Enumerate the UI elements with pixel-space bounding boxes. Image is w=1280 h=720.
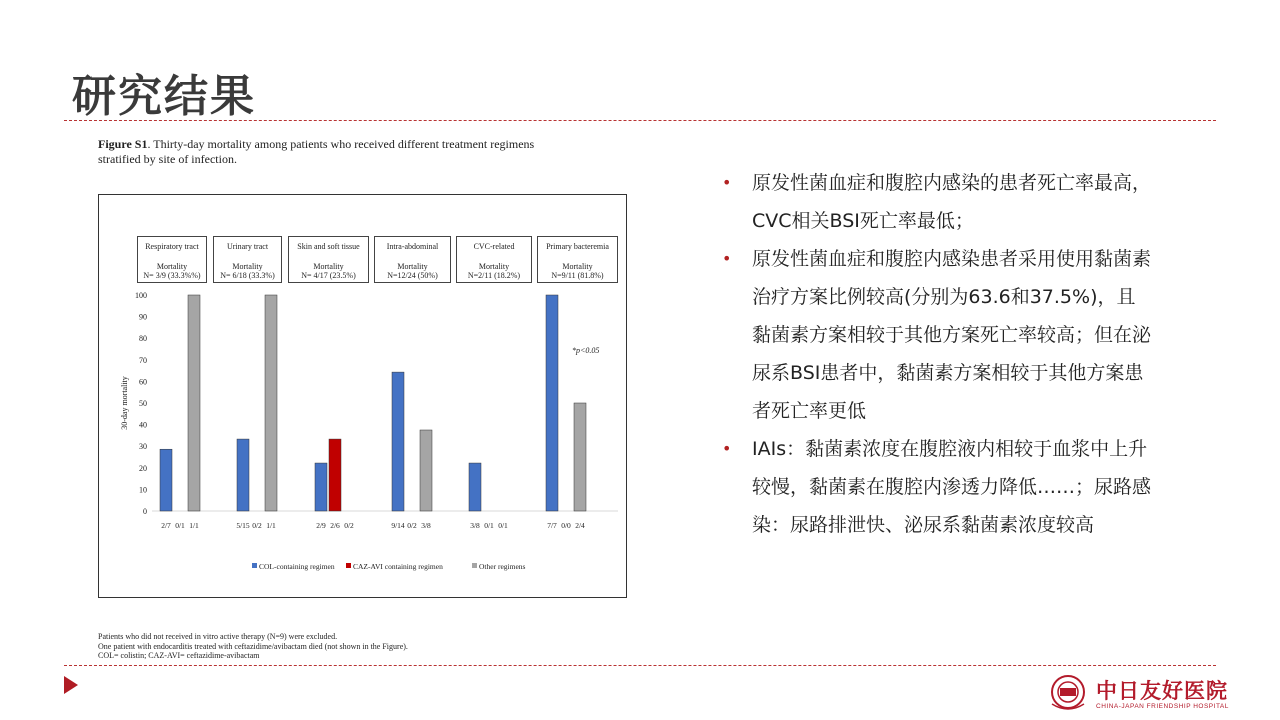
- y-tick-label: 30: [139, 442, 147, 452]
- finding-item: [722, 240, 1152, 430]
- y-tick-label: 40: [139, 420, 147, 430]
- bar-5-2: [574, 403, 586, 511]
- bar-count-label: 0/1: [484, 521, 494, 530]
- bar-count-label: 1/1: [189, 521, 199, 530]
- bar-count-label: 0/1: [175, 521, 185, 530]
- bullet-dot-icon: •: [722, 249, 732, 268]
- legend-label-1: CAZ-AVI containing regimen: [353, 562, 443, 571]
- site-name: CVC-related: [473, 242, 515, 251]
- legend-swatch-2: [472, 563, 477, 568]
- figure-caption-line2: stratified by site of infection.: [98, 152, 237, 166]
- site-name: Respiratory tract: [145, 242, 199, 251]
- finding-text: 原发性菌血症和腹腔内感染的患者死亡率最高，CVC相关BSI死亡率最低；: [752, 172, 1152, 232]
- site-mortality-label: Mortality: [156, 262, 188, 271]
- bar-3-0: [392, 372, 404, 511]
- bar-count-label: 2/9: [316, 521, 326, 530]
- finding-text: 原发性菌血症和腹腔内感染患者采用使用黏菌素治疗方案比例较高(分别为63.6和37.5%)，且黏菌素方案相较于其他方案死亡率较高；但在泌尿系BSI患者中，黏菌素方案相较于其他方案患者死亡率更低: [752, 248, 1152, 422]
- bar-5-0: [546, 295, 558, 511]
- bullet-dot-icon: •: [722, 439, 732, 458]
- bar-count-label: 2/6: [330, 521, 340, 530]
- footnote-line: One patient with endocarditis treated with ceftazidime/avibactam died (not shown in the Figure).: [98, 641, 408, 651]
- slide-marker-arrow-icon: [64, 676, 78, 694]
- bottom-divider: [64, 665, 1216, 666]
- site-n-label: N= 4/17 (23.5%): [301, 271, 356, 280]
- bullet-dot-icon: •: [722, 173, 732, 192]
- figure-caption-rest: . Thirty-day mortality among patients who received different treatment regimens: [147, 137, 535, 151]
- legend-label-0: COL-containing regimen: [259, 562, 335, 571]
- legend-swatch-0: [252, 563, 257, 568]
- bar-3-2: [420, 430, 432, 511]
- y-tick-label: 0: [143, 507, 147, 516]
- site-mortality-label: Mortality: [313, 262, 344, 271]
- bar-count-label: 0/2: [407, 521, 417, 530]
- bar-count-label: 3/8: [470, 521, 480, 530]
- site-name: Intra-abdominal: [386, 242, 439, 251]
- site-n-label: N= 3/9 (33.3%%): [143, 271, 201, 280]
- findings-list: [722, 164, 1152, 544]
- site-mortality-label: Mortality: [562, 262, 593, 271]
- site-name: Urinary tract: [226, 242, 269, 251]
- hospital-logo-text: 中日友好医院: [1096, 679, 1228, 703]
- bar-count-label: 3/8: [421, 521, 431, 530]
- site-n-label: N=9/11 (81.8%): [551, 271, 604, 280]
- finding-item: [722, 430, 1152, 544]
- bar-count-label: 7/7: [547, 521, 557, 530]
- y-axis-label: 30-day mortality: [120, 376, 129, 430]
- y-tick-label: 10: [139, 485, 147, 495]
- site-n-label: N=12/24 (50%): [387, 271, 438, 280]
- site-mortality-label: Mortality: [397, 262, 428, 271]
- site-name: Skin and soft tissue: [297, 242, 360, 251]
- bar-count-label: 5/15: [236, 521, 250, 530]
- site-name: Primary bacteremia: [546, 242, 609, 251]
- bar-2-0: [315, 463, 327, 511]
- bar-count-label: 2/4: [575, 521, 585, 530]
- bar-count-label: 0/0: [561, 521, 571, 530]
- y-tick-label: 100: [135, 291, 147, 300]
- slide-title: 研究结果: [72, 71, 256, 122]
- finding-text: IAIs：黏菌素浓度在腹腔液内相较于血浆中上升较慢，黏菌素在腹腔内渗透力降低……；尿路感染：尿路排泄快、泌尿系黏菌素浓度较高: [752, 438, 1152, 536]
- bar-0-0: [160, 449, 172, 511]
- bar-count-label: 0/2: [344, 521, 354, 530]
- y-tick-label: 20: [139, 463, 147, 473]
- bar-count-label: 0/1: [498, 521, 508, 530]
- finding-item: [722, 164, 1152, 240]
- site-n-label: N= 6/18 (33.3%): [220, 271, 275, 280]
- bar-count-label: 1/1: [266, 521, 276, 530]
- bar-1-0: [237, 439, 249, 511]
- bar-1-2: [265, 295, 277, 511]
- footnote-line: Patients who did not received in vitro active therapy (N=9) were excluded.: [98, 632, 338, 641]
- figure-footnotes: [98, 632, 408, 661]
- y-tick-label: 90: [139, 312, 147, 322]
- y-tick-label: 80: [139, 334, 147, 344]
- legend-label-2: Other regimens: [479, 562, 526, 571]
- bar-count-label: 2/7: [161, 521, 171, 530]
- y-tick-label: 70: [139, 355, 147, 365]
- site-mortality-label: Mortality: [478, 262, 510, 271]
- y-tick-label: 60: [139, 377, 147, 387]
- y-tick-label: 50: [139, 399, 147, 408]
- site-mortality-label: Mortality: [232, 262, 263, 271]
- bar-2-1: [329, 439, 341, 511]
- site-n-label: N=2/11 (18.2%): [467, 271, 521, 280]
- figure-caption-bold: Figure S1: [98, 137, 148, 151]
- bar-count-label: 0/2: [252, 521, 262, 530]
- bar-4-0: [469, 463, 481, 511]
- significance-annotation: *p<0.05: [572, 346, 600, 355]
- bar-count-label: 9/14: [391, 521, 405, 530]
- hospital-logo-subtext: CHINA-JAPAN FRIENDSHIP HOSPITAL: [1096, 703, 1229, 710]
- bar-0-2: [188, 295, 200, 511]
- legend-swatch-1: [346, 563, 351, 568]
- footnote-line: COL= colistin; CAZ-AVI= ceftazidime-avibactam: [98, 651, 260, 660]
